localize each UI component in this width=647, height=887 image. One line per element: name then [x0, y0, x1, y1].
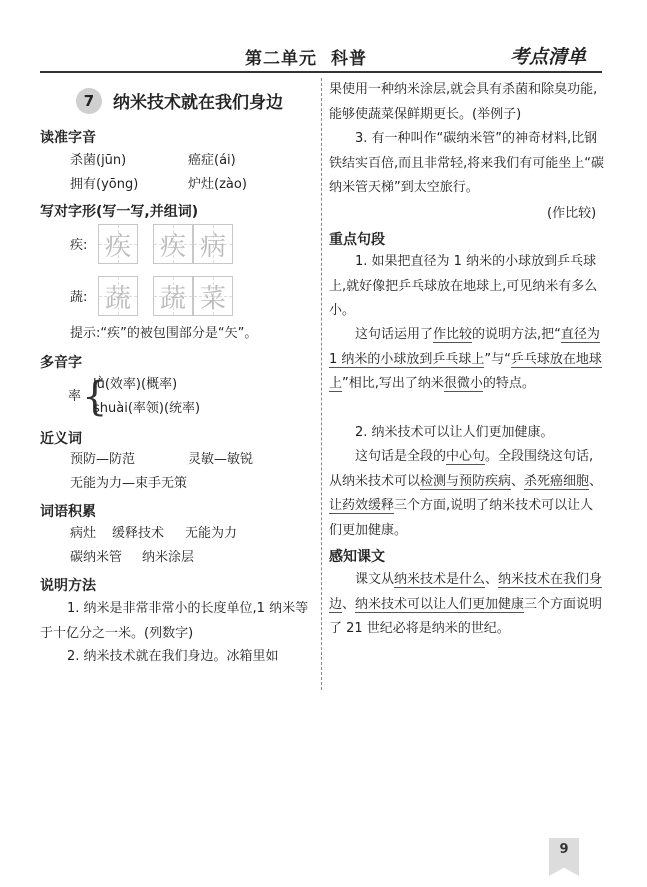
brand-title: 考点清单 — [510, 46, 587, 68]
unit-label: 第二单元 — [245, 49, 317, 69]
char-practice-box: 病 — [193, 224, 233, 264]
char-practice-box: 蔬 — [98, 276, 138, 316]
synonym-pair: 无能为力—束手无策 — [70, 476, 188, 491]
key-sentence: 2. 纳米技术可以让人们更加健康。 — [355, 425, 554, 440]
key-sentence: 1. 如果把直径为 1 纳米的小球放到乒乓球上,就好像把乒乓球放在地球上,可见纳米有多么小。 — [329, 254, 598, 318]
key-sentence-analysis: 这句话是全段的中心句。全段围绕这句话,从纳米技术可以检测与预防疾病、杀死癌细胞、让药效缓释三个方面,说明了纳米技术可以让人们更加健康。 — [329, 449, 603, 538]
brace-icon: { — [82, 374, 108, 420]
pronunciation-item: 炉灶(zào) — [188, 177, 247, 192]
char-practice-box: 疾 — [153, 224, 193, 264]
polyphone-reading: lǜ(效率)(概率) — [93, 377, 178, 392]
pronunciation-item: 杀菌(jūn) — [70, 153, 127, 168]
writing-tip: 提示:“疾”的被包围部分是“矢”。 — [70, 326, 258, 341]
section-methods: 说明方法 — [40, 578, 96, 594]
vocab-item: 病灶 — [70, 526, 97, 541]
char-practice-box: 菜 — [193, 276, 233, 316]
section-pronunciation: 读准字音 — [40, 130, 96, 146]
pronunciation-item: 拥有(yōng) — [70, 177, 139, 192]
section-polyphone: 多音字 — [40, 355, 82, 371]
lesson-title: 纳米技术就在我们身边 — [113, 93, 283, 113]
method-item-continued: 果使用一种纳米涂层,就会具有杀菌和除臭功能,能够使蔬菜保鲜期更长。(举例子) — [329, 82, 598, 122]
vocab-item: 无能为力 — [185, 526, 238, 541]
char-practice-box: 蔬 — [153, 276, 193, 316]
unit-title — [245, 44, 367, 69]
synonym-pair: 灵敏—敏锐 — [188, 452, 254, 467]
unit-subject: 科普 — [331, 49, 367, 69]
vocab-item: 碳纳米管 — [70, 550, 123, 565]
vocab-item: 缓释技术 — [112, 526, 165, 541]
polyphone-reading: shuài(率领)(统率) — [93, 401, 201, 416]
polyphone-char: 率 — [68, 389, 82, 404]
pronunciation-item: 癌症(ái) — [188, 153, 236, 168]
method-item: 1. 纳米是非常非常小的长度单位,1 纳米等于十亿分之一米。(列数字) — [40, 601, 309, 641]
synonym-pair: 预防—防范 — [70, 452, 136, 467]
char-practice-box: 疾 — [98, 224, 138, 264]
perception-summary: 课文从纳米技术是什么、纳米技术在我们身边、纳米技术可以让人们更加健康三个方面说明了 21 世纪必将是纳米的世纪。 — [329, 572, 603, 636]
method-tag: (作比较) — [547, 206, 597, 221]
key-sentence-analysis: 这句话运用了作比较的说明方法,把“直径为 1 纳米的小球放到乒乓球上”与“乒乓球放在地球上”相比,写出了纳米很微小的特点。 — [329, 327, 602, 391]
page-number: 9 — [559, 842, 569, 857]
section-synonyms: 近义词 — [40, 431, 82, 447]
writing-label: 疾: — [70, 238, 88, 253]
column-divider — [321, 78, 322, 690]
method-item: 2. 纳米技术就在我们身边。冰箱里如 — [67, 649, 279, 664]
section-vocab: 词语积累 — [40, 504, 96, 520]
section-key-sentences: 重点句段 — [329, 232, 385, 248]
writing-label: 蔬: — [70, 290, 88, 305]
header-divider — [40, 71, 602, 73]
vocab-item: 纳米涂层 — [142, 550, 195, 565]
lesson-number-badge: 7 — [76, 88, 102, 114]
section-perception: 感知课文 — [329, 549, 385, 565]
method-item: 3. 有一种叫作“碳纳米管”的神奇材料,比钢铁结实百倍,而且非常轻,将来我们有可能坐上“碳纳米管天梯”到太空旅行。 — [329, 131, 604, 195]
section-writing: 写对字形(写一写,并组词) — [40, 204, 199, 220]
